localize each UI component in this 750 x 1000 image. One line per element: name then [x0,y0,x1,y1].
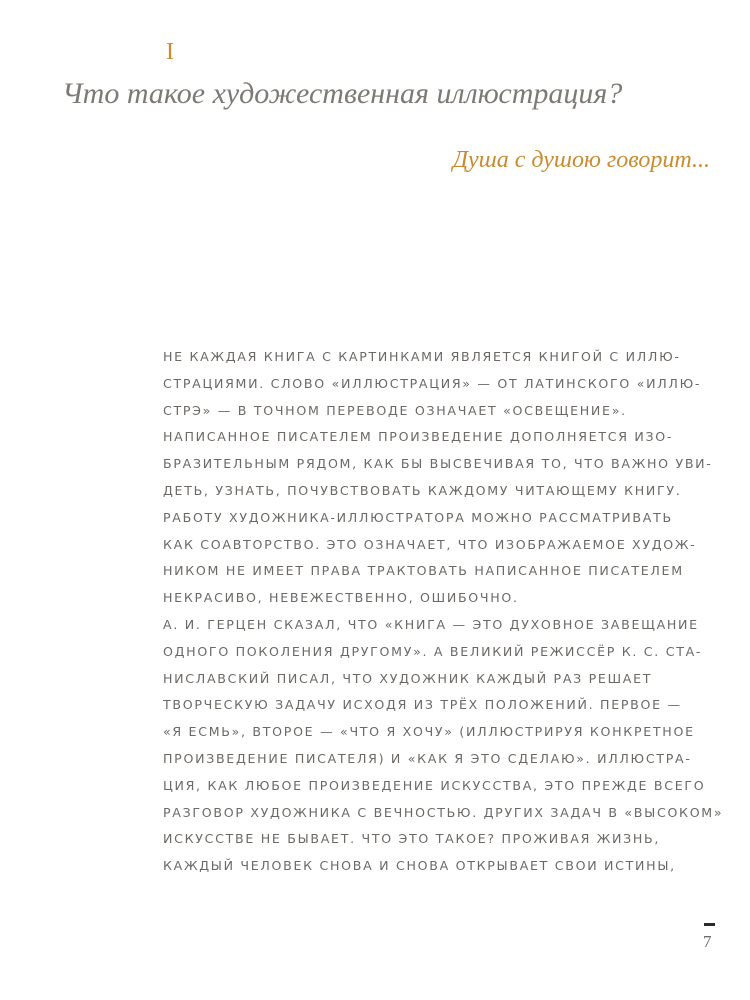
page-number-mark [704,923,715,926]
body-text [163,344,723,880]
body-line: ТВОРЧЕСКУЮ ЗАДАЧУ ИСХОДЯ ИЗ ТРЁХ ПОЛОЖЕНИЙ. ПЕРВОЕ — [163,697,682,713]
body-line: БРАЗИТЕЛЬНЫМ РЯДОМ, КАК БЫ ВЫСВЕЧИВАЯ ТО, ЧТО ВАЖНО УВИ- [163,456,713,472]
body-line: НЕ КАЖДАЯ КНИГА С КАРТИНКАМИ ЯВЛЯЕТСЯ КНИГОЙ С ИЛЛЮ- [163,349,681,364]
body-line: ПРОИЗВЕДЕНИЕ ПИСАТЕЛЯ) И «КАК Я ЭТО СДЕЛАЮ». ИЛЛЮСТРА- [163,750,692,766]
body-line: ДЕТЬ, УЗНАТЬ, ПОЧУВСТВОВАТЬ КАЖДОМУ ЧИТАЮЩЕМУ КНИГУ. [163,482,682,498]
body-line: РАБОТУ ХУДОЖНИКА-ИЛЛЮСТРАТОРА МОЖНО РАССМАТРИВАТЬ [163,509,673,525]
body-line: «Я ЕСМЬ», ВТОРОЕ — «ЧТО Я ХОЧУ» (ИЛЛЮСТРИРУЯ КОНКРЕТНОЕ [163,724,695,740]
body-line: НИКОМ НЕ ИМЕЕТ ПРАВА ТРАКТОВАТЬ НАПИСАННОЕ ПИСАТЕЛЕМ [163,563,684,579]
body-line: ОДНОГО ПОКОЛЕНИЯ ДРУГОМУ». А ВЕЛИКИЙ РЕЖИССЁР К. С. СТА- [163,643,703,659]
body-line: СТРАЦИЯМИ. СЛОВО «ИЛЛЮСТРАЦИЯ» — ОТ ЛАТИНСКОГО «ИЛЛЮ- [163,375,702,391]
body-line: СТРЭ» — В ТОЧНОМ ПЕРЕВОДЕ ОЗНАЧАЕТ «ОСВЕЩЕНИЕ». [163,402,627,418]
body-line: КАЖДЫЙ ЧЕЛОВЕК СНОВА И СНОВА ОТКРЫВАЕТ СВОИ ИСТИНЫ, [163,858,676,874]
chapter-number: I [166,39,174,65]
body-line: ИСКУССТВЕ НЕ БЫВАЕТ. ЧТО ЭТО ТАКОЕ? ПРОЖИВАЯ ЖИЗНЬ, [163,831,661,847]
body-line: А. И. ГЕРЦЕН СКАЗАЛ, ЧТО «КНИГА — ЭТО ДУХОВНОЕ ЗАВЕЩАНИЕ [163,616,699,632]
body-line: КАК СОАВТОРСТВО. ЭТО ОЗНАЧАЕТ, ЧТО ИЗОБРАЖАЕМОЕ ХУДОЖ- [163,536,697,552]
body-line: ЦИЯ, КАК ЛЮБОЕ ПРОИЗВЕДЕНИЕ ИСКУССТВА, ЭТО ПРЕЖДЕ ВСЕГО [163,777,706,793]
body-line: РАЗГОВОР ХУДОЖНИКА С ВЕЧНОСТЬЮ. ДРУГИХ ЗАДАЧ В «ВЫСОКОМ» [163,804,724,820]
chapter-title: Что такое художественная иллюстрация? [62,77,623,110]
body-line: НЕКРАСИВО, НЕВЕЖЕСТВЕННО, ОШИБОЧНО. [163,590,519,606]
epigraph: Душа с душою говорит... [452,147,710,173]
page-number: 7 [703,932,712,951]
body-line: НАПИСАННОЕ ПИСАТЕЛЕМ ПРОИЗВЕДЕНИЕ ДОПОЛНЯЕТСЯ ИЗО- [163,429,674,445]
body-line: НИСЛАВСКИЙ ПИСАЛ, ЧТО ХУДОЖНИК КАЖДЫЙ РАЗ РЕШАЕТ [163,670,653,686]
